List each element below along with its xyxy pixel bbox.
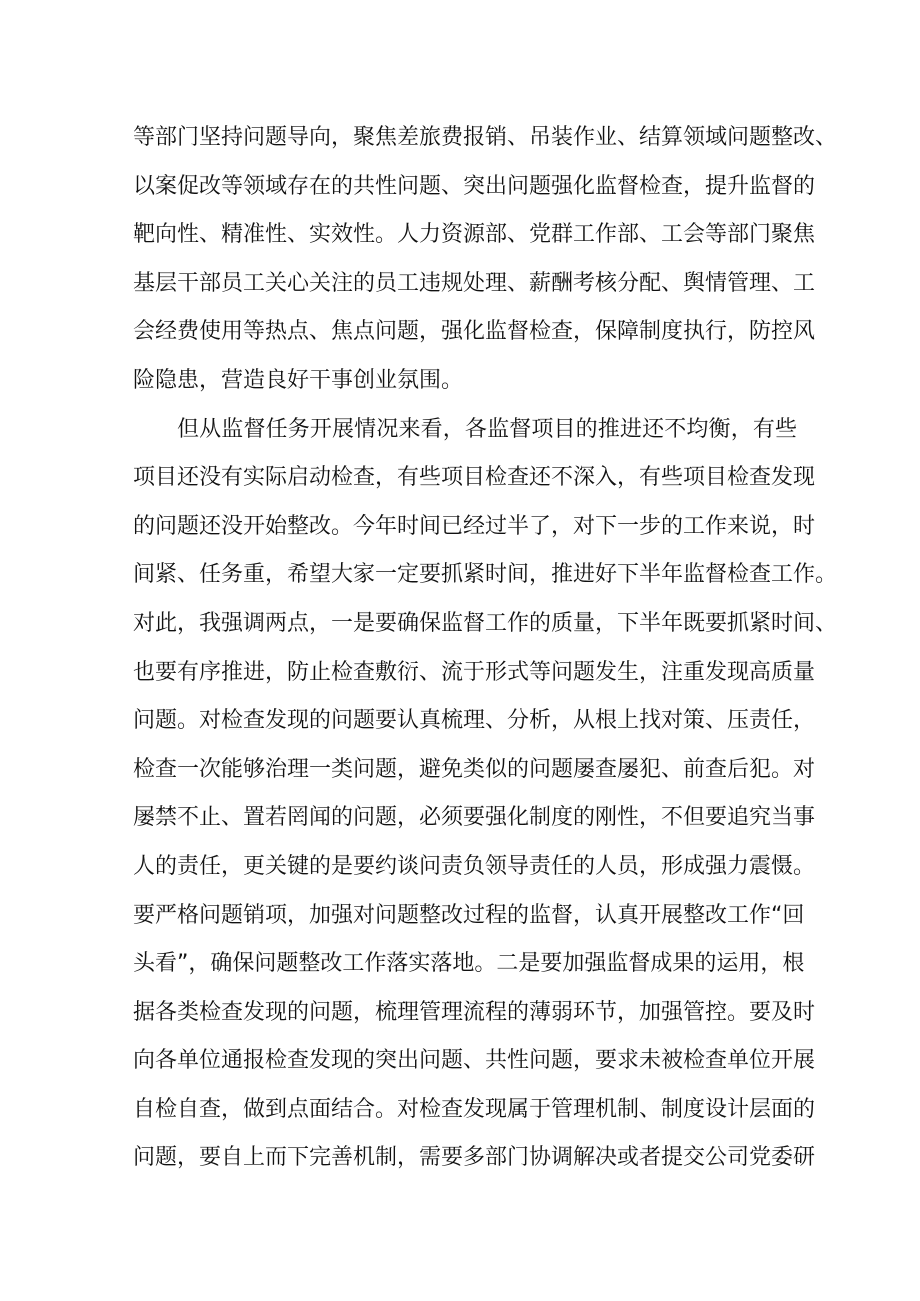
body-text: [133, 114, 838, 1183]
text-line: 间紧、任务重，希望大家一定要抓紧时间，推进好下半年监督检查工作。: [133, 562, 838, 588]
text-line: 等部门坚持问题导向，聚焦差旅费报销、吊装作业、结算领域问题整改、: [133, 125, 838, 150]
paragraph-2: [133, 406, 838, 1184]
text-line: 项目还没有实际启动检查，有些项目检查还不深入，有些项目检查发现: [133, 465, 816, 491]
text-line: 屡禁不止、置若罔闻的问题，必须要强化制度的刚性，不但要追究当事: [133, 805, 816, 831]
text-line: 向各单位通报检查发现的突出问题、共性问题，要求未被检查单位开展: [133, 1048, 816, 1074]
text-line: 检查一次能够治理一类问题，避免类似的问题屡查屡犯、前查后犯。对: [133, 756, 816, 782]
text-line: 基层干部员工关心关注的员工违规处理、薪酬考核分配、舆情管理、工: [133, 270, 816, 296]
text-line: 以案促改等领域存在的共性问题、突出问题强化监督检查，提升监督的: [133, 173, 816, 199]
text-line: 据各类检查发现的问题，梳理管理流程的薄弱环节，加强管控。要及时: [133, 999, 816, 1025]
text-line: 问题。对检查发现的问题要认真梳理、分析，从根上找对策、压责任，: [133, 708, 816, 734]
text-line: 的问题还没开始整改。今年时间已经过半了，对下一步的工作来说，时: [133, 513, 816, 539]
text-line: 对此，我强调两点，一是要确保监督工作的质量，下半年既要抓紧时间、: [133, 610, 838, 636]
text-line: 但从监督任务开展情况来看，各监督项目的推进还不均衡，有些: [177, 416, 797, 442]
text-line: 也要有序推进，防止检查敷衍、流于形式等问题发生，注重发现高质量: [133, 659, 816, 685]
text-line: 靶向性、精准性、实效性。人力资源部、党群工作部、工会等部门聚焦: [133, 222, 816, 248]
text-line: 要严格问题销项，加强对问题整改过程的监督，认真开展整改工作“回: [133, 902, 805, 928]
text-line: 人的责任，更关键的是要约谈问责负领导责任的人员，形成强力震慑。: [133, 853, 816, 879]
paragraph-1: [133, 114, 838, 406]
text-line: 会经费使用等热点、焦点问题，强化监督检查，保障制度执行，防控风: [133, 319, 816, 345]
text-line: 自检自查，做到点面结合。对检查发现属于管理机制、制度设计层面的: [133, 1096, 816, 1122]
text-line: 险隐患，营造良好干事创业氛围。: [133, 367, 464, 393]
text-line: 头看”，确保问题整改工作落实落地。二是要加强监督成果的运用，根: [133, 951, 805, 977]
text-line: 问题，要自上而下完善机制，需要多部门协调解决或者提交公司党委研: [133, 1145, 816, 1171]
